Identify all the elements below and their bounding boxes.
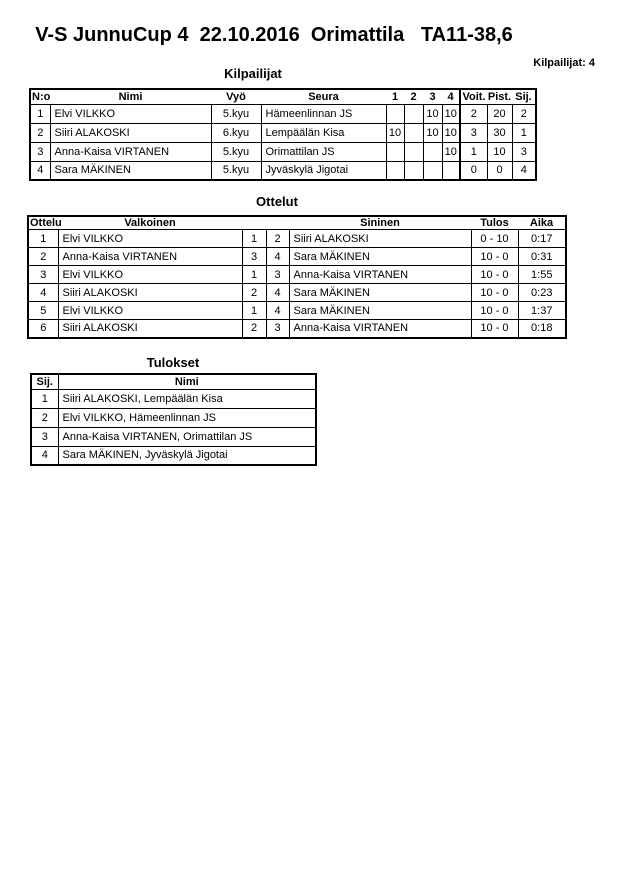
cell-white-no: 1 bbox=[242, 302, 266, 320]
cell-wins: 1 bbox=[460, 142, 487, 161]
cell-blue-no: 4 bbox=[266, 248, 289, 266]
cell-no: 2 bbox=[30, 123, 50, 142]
col-header-club: Seura bbox=[308, 90, 339, 103]
cell-wins: 3 bbox=[460, 123, 487, 142]
cell-blue-no: 2 bbox=[266, 230, 289, 248]
cell-round4: 10 bbox=[442, 123, 460, 142]
cell-time: 0:31 bbox=[518, 248, 566, 266]
col-header-round2: 2 bbox=[410, 90, 417, 103]
cell-wins: 2 bbox=[460, 104, 487, 123]
table-row bbox=[28, 284, 566, 302]
cell-round2 bbox=[404, 123, 423, 142]
cell-belt: 5.kyu bbox=[211, 142, 261, 161]
cell-white-no: 2 bbox=[242, 320, 266, 338]
cell-white-no: 2 bbox=[242, 284, 266, 302]
cell-result: 10 - 0 bbox=[471, 266, 518, 284]
cell-belt: 5.kyu bbox=[211, 161, 261, 180]
section-heading-competitors: Kilpailijat bbox=[224, 66, 282, 81]
cell-blue-name: Sara MÄKINEN bbox=[289, 248, 471, 266]
col-header-points: Pist. bbox=[487, 90, 512, 103]
cell-match-no: 1 bbox=[28, 230, 58, 248]
cell-points: 30 bbox=[487, 123, 512, 142]
cell-name: Siiri ALAKOSKI, Lempäälän Kisa bbox=[58, 389, 316, 408]
cell-place: 2 bbox=[31, 408, 58, 427]
cell-round4 bbox=[442, 161, 460, 180]
cell-name: Sara MÄKINEN, Jyväskylä Jigotai bbox=[58, 446, 316, 465]
page-title: V-S JunnuCup 4 22.10.2016 Orimattila TA11-38,6 bbox=[35, 24, 513, 46]
col-header-no: N:o bbox=[32, 90, 51, 103]
competitors-header-row bbox=[30, 89, 536, 104]
cell-belt: 5.kyu bbox=[211, 104, 261, 123]
cell-name: Anna-Kaisa VIRTANEN, Orimattilan JS bbox=[58, 427, 316, 446]
cell-result: 10 - 0 bbox=[471, 248, 518, 266]
cell-place: 3 bbox=[512, 142, 536, 161]
cell-club: Jyväskylä Jigotai bbox=[261, 161, 386, 180]
cell-no: 4 bbox=[30, 161, 50, 180]
cell-round1 bbox=[386, 161, 404, 180]
col-header-time: Aika bbox=[529, 217, 554, 229]
cell-place: 3 bbox=[31, 427, 58, 446]
cell-time: 0:17 bbox=[518, 230, 566, 248]
cell-round4: 10 bbox=[442, 104, 460, 123]
competitors-table bbox=[29, 88, 537, 181]
cell-name: Elvi VILKKO, Hämeenlinnan JS bbox=[58, 408, 316, 427]
cell-round3 bbox=[423, 142, 442, 161]
cell-blue-name: Anna-Kaisa VIRTANEN bbox=[289, 320, 471, 338]
cell-result: 10 - 0 bbox=[471, 320, 518, 338]
table-row bbox=[31, 389, 316, 408]
table-row bbox=[31, 446, 316, 465]
table-row bbox=[31, 427, 316, 446]
col-header-belt: Vyö bbox=[226, 90, 246, 103]
cell-white-name: Elvi VILKKO bbox=[58, 302, 242, 320]
cell-white-name: Siiri ALAKOSKI bbox=[58, 284, 242, 302]
cell-place: 1 bbox=[31, 389, 58, 408]
cell-name: Siiri ALAKOSKI bbox=[50, 123, 211, 142]
col-header-name: Nimi bbox=[58, 374, 316, 389]
col-header-name: Nimi bbox=[118, 90, 143, 103]
cell-result: 10 - 0 bbox=[471, 284, 518, 302]
cell-time: 0:23 bbox=[518, 284, 566, 302]
cell-white-name: Elvi VILKKO bbox=[58, 230, 242, 248]
cell-blue-name: Sara MÄKINEN bbox=[289, 284, 471, 302]
cell-place: 4 bbox=[31, 446, 58, 465]
results-table bbox=[30, 373, 317, 466]
cell-blue-name: Sara MÄKINEN bbox=[289, 302, 471, 320]
cell-name: Elvi VILKKO bbox=[50, 104, 211, 123]
table-row bbox=[31, 408, 316, 427]
col-header-round3: 3 bbox=[429, 90, 436, 103]
table-row bbox=[30, 104, 536, 123]
table-row bbox=[28, 266, 566, 284]
cell-blue-no: 4 bbox=[266, 302, 289, 320]
cell-round1 bbox=[386, 142, 404, 161]
cell-round2 bbox=[404, 161, 423, 180]
cell-wins: 0 bbox=[460, 161, 487, 180]
cell-blue-no: 4 bbox=[266, 284, 289, 302]
cell-points: 0 bbox=[487, 161, 512, 180]
cell-name: Anna-Kaisa VIRTANEN bbox=[50, 142, 211, 161]
col-header-result: Tulos bbox=[480, 217, 509, 229]
cell-round3 bbox=[423, 161, 442, 180]
table-row bbox=[28, 320, 566, 338]
cell-time: 1:55 bbox=[518, 266, 566, 284]
cell-match-no: 5 bbox=[28, 302, 58, 320]
cell-blue-no: 3 bbox=[266, 320, 289, 338]
cell-result: 10 - 0 bbox=[471, 302, 518, 320]
cell-match-no: 2 bbox=[28, 248, 58, 266]
col-header-white: Valkoinen bbox=[124, 217, 176, 229]
col-header-match: Ottelu bbox=[30, 217, 62, 229]
col-header-round1: 1 bbox=[391, 90, 399, 103]
cell-points: 20 bbox=[487, 104, 512, 123]
cell-match-no: 6 bbox=[28, 320, 58, 338]
table-row bbox=[28, 230, 566, 248]
cell-white-no: 1 bbox=[242, 230, 266, 248]
section-heading-matches: Ottelut bbox=[256, 194, 298, 209]
cell-place: 2 bbox=[512, 104, 536, 123]
table-row bbox=[28, 248, 566, 266]
col-header-wins: Voit. bbox=[460, 89, 487, 104]
cell-place: 4 bbox=[512, 161, 536, 180]
cell-club: Lempäälän Kisa bbox=[261, 123, 386, 142]
cell-round1: 10 bbox=[386, 123, 404, 142]
col-header-white-no bbox=[242, 216, 266, 230]
cell-blue-name: Anna-Kaisa VIRTANEN bbox=[289, 266, 471, 284]
cell-no: 1 bbox=[30, 104, 50, 123]
cell-white-name: Elvi VILKKO bbox=[58, 266, 242, 284]
table-row bbox=[28, 302, 566, 320]
cell-place: 1 bbox=[512, 123, 536, 142]
cell-club: Hämeenlinnan JS bbox=[261, 104, 386, 123]
table-row bbox=[30, 142, 536, 161]
cell-result: 0 - 10 bbox=[471, 230, 518, 248]
cell-points: 10 bbox=[487, 142, 512, 161]
cell-round4: 10 bbox=[442, 142, 460, 161]
competitor-count: Kilpailijat: 4 bbox=[533, 57, 595, 69]
cell-round3: 10 bbox=[423, 104, 442, 123]
col-header-blue: Sininen bbox=[360, 217, 400, 229]
cell-round2 bbox=[404, 142, 423, 161]
cell-time: 1:37 bbox=[518, 302, 566, 320]
cell-match-no: 4 bbox=[28, 284, 58, 302]
cell-blue-no: 3 bbox=[266, 266, 289, 284]
cell-belt: 6.kyu bbox=[211, 123, 261, 142]
section-heading-results: Tulokset bbox=[146, 355, 200, 370]
table-row bbox=[30, 161, 536, 180]
cell-no: 3 bbox=[30, 142, 50, 161]
cell-blue-name: Siiri ALAKOSKI bbox=[289, 230, 471, 248]
col-header-place: Sij. bbox=[515, 90, 532, 103]
cell-white-name: Anna-Kaisa VIRTANEN bbox=[58, 248, 242, 266]
table-row bbox=[30, 123, 536, 142]
cell-white-name: Siiri ALAKOSKI bbox=[58, 320, 242, 338]
col-header-place: Sij. bbox=[31, 374, 58, 389]
matches-header-row bbox=[28, 216, 566, 230]
cell-match-no: 3 bbox=[28, 266, 58, 284]
results-header-row bbox=[31, 374, 316, 389]
cell-club: Orimattilan JS bbox=[261, 142, 386, 161]
cell-white-no: 1 bbox=[242, 266, 266, 284]
cell-round3: 10 bbox=[423, 123, 442, 142]
col-header-round4: 4 bbox=[447, 90, 454, 103]
cell-white-no: 3 bbox=[242, 248, 266, 266]
cell-round1 bbox=[386, 104, 404, 123]
cell-round2 bbox=[404, 104, 423, 123]
matches-table bbox=[27, 215, 567, 339]
col-header-blue-no bbox=[266, 216, 289, 230]
cell-time: 0:18 bbox=[518, 320, 566, 338]
cell-name: Sara MÄKINEN bbox=[50, 161, 211, 180]
